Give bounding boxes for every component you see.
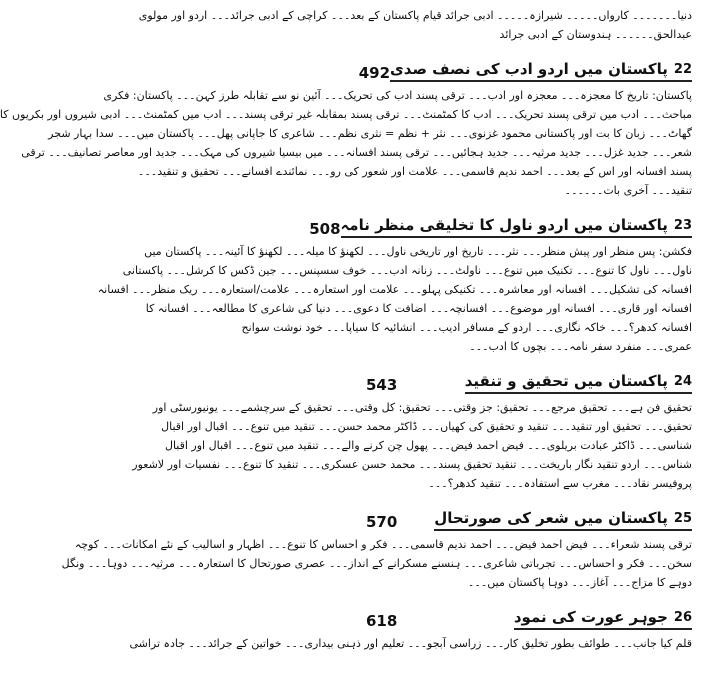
chapter-25 (61, 499, 692, 592)
text-line: دنیا۔۔۔۔۔۔۔ کارواں۔۔۔۔۔ شیرازہ۔۔۔۔۔ ادبی جرائد قیام پاکستان کے بعد۔۔۔ کراچی کے ادبی جرائد۔۔۔ اردو اور مولوی (138, 9, 692, 22)
chapter-heading (296, 50, 692, 82)
chapter-22 (0, 50, 692, 200)
text-line: شناسی۔۔۔ ڈاکٹر عبادت بریلوی۔۔۔ فیض احمد فیض۔۔۔ پھول چن کرنے والے۔۔۔ تنقید میں تنوع۔۔۔ اقبال اور اقبال (164, 439, 692, 452)
chapter-title-wrap (514, 608, 692, 630)
text-line: افسانہ کدھر؟۔۔۔ خاکہ نگاری۔۔۔ اردو کے مسافر ادیب۔۔۔ انشائیہ کا سیاپا۔۔۔ خود نوشت سوانح (241, 321, 692, 334)
text-line: دوہے کا مزاج۔۔۔ آغاز۔۔۔ دوہا پاکستان میں۔۔۔ (467, 576, 692, 589)
chapter-26 (129, 598, 692, 653)
chapter-title: جوہر عورت کی نمود (513, 608, 668, 626)
intro-block (138, 6, 692, 44)
chapter-title-wrap (465, 372, 692, 394)
text-line: گھاٹ۔۔۔ زبان کا بت اور پاکستانی محمود غزنوی۔۔۔ نثر + نظم = نثری نظم۔۔۔ شاعری کا جاپانی پھل۔۔۔ پاکستان میں۔۔۔ سدا بہار شجر (48, 127, 692, 140)
chapter-number: 25 (673, 510, 692, 526)
chapter-page-number: 492 (358, 64, 391, 82)
chapter-page-number: 570 (366, 513, 398, 531)
chapter-title: پاکستان میں اردو ناول کا تخلیقی منظر نامہ (340, 216, 668, 234)
text-line: تحقیق فن ہے۔۔۔ تحقیق مرجع۔۔۔ تحقیق: جز وقتی۔۔۔ تحقیق: کل وقتی۔۔۔ تحقیق کے سرچشمے۔۔۔ یونیورسٹی اور (152, 401, 692, 414)
text-line: پروفیسر نقاد۔۔۔ مغرب سے استفادہ۔۔۔ تنقید کدھر؟۔۔۔ (428, 477, 692, 490)
text-line: عمری۔۔۔ منفرد سفر نامہ۔۔۔ بچوں کا ادب۔۔۔ (469, 340, 692, 353)
chapter-page-number: 543 (366, 376, 398, 394)
chapter-title: پاکستان میں اردو ادب کی نصف صدی (390, 60, 668, 78)
text-line: تحقیق۔۔۔ تحقیق اور تنقید۔۔۔ تنقید و تحقیق کی کھیاں۔۔۔ ڈاکٹر محمد حسن۔۔۔ تنقید میں تنوع۔۔۔ اقبال اور اقبال (161, 420, 692, 433)
chapter-heading (296, 499, 692, 531)
chapter-23 (97, 206, 692, 356)
text-line: پاکستان: تاریخ کا معجزہ۔۔۔ معجزہ اور ادب۔۔۔ ترقی پسند ادب کی تحریک۔۔۔ آئین نو سے تقابلہ طرز کہن۔۔۔ پاکستان: فکری (103, 89, 692, 102)
text-line: پسند افسانہ اور اس کے بعد۔۔۔ احمد ندیم قاسمی۔۔۔ علامت اور شعور کی رو۔۔۔ نمائندے افسانے۔۔۔ تحقیق و تنقید۔۔۔ (137, 165, 692, 178)
chapter-page-number: 508 (309, 220, 341, 238)
chapter-page-number: 618 (366, 612, 398, 630)
chapter-heading (296, 206, 692, 238)
text-line: ترقی پسند شعراء۔۔۔ فیض احمد فیض۔۔۔ احمد ندیم قاسمی۔۔۔ فکر و احساس کا تنوع۔۔۔ اظہار و اسالیب کے نئے امکانات۔۔۔ کوچہ (74, 538, 692, 551)
text-line: ناول۔۔۔ ناول کا تنوع۔۔۔ تکنیک میں تنوع۔۔۔ ناولٹ۔۔۔ زنانہ ادب۔۔۔ خوف سسپنس۔۔۔ جین ڈکس کا کرشل۔۔۔ پاکستانی (122, 264, 692, 277)
chapter-title: پاکستان میں تحقیق و تنقید (464, 372, 668, 390)
chapter-title-wrap (341, 216, 692, 238)
text-line: تنقید۔۔۔ آخری بات۔۔۔۔۔۔ (564, 184, 692, 197)
chapter-24 (132, 362, 692, 493)
chapter-title: پاکستان میں شعر کی صورتحال (434, 509, 668, 527)
text-line: افسانہ اور قاری۔۔۔ افسانہ اور موضوع۔۔۔ افسانچہ۔۔۔ اضافت کا دعوی۔۔۔ دنیا کی شاعری کا مطالعہ۔۔۔ افسانہ کا (145, 302, 692, 315)
text-line: قلم کیا جانب۔۔۔ طوائف بطور تخلیق کار۔۔۔ زراسی آبجو۔۔۔ تعلیم اور ذہنی بیداری۔۔۔ خواتین کے جرائد۔۔۔ جادہ تراشی (129, 637, 692, 650)
chapter-number: 23 (673, 217, 692, 233)
text-line: شناس۔۔۔ اردو تنقید نگار باریخت۔۔۔ تنقید تحقیق پسند۔۔۔ محمد حسن عسکری۔۔۔ تنقید کا تنوع۔۔۔ نفسیات اور لاشعور (132, 458, 692, 471)
text-line: شعر۔۔۔ جدید غزل۔۔۔ جدید مرثیہ۔۔۔ جدید ہجائیں۔۔۔ ترقی پسند افسانہ۔۔۔ میں بیسیا شیروں کی مہک۔۔۔ جدید اور معاصر تصانیف۔۔۔ ترقی (21, 146, 692, 159)
chapter-number: 26 (673, 609, 692, 625)
text-line: افسانہ کی تشکیل۔۔۔ افسانہ اور معاشرہ۔۔۔ تکنیکی پہلو۔۔۔ علامت اور استعارہ۔۔۔ علامت/استعارہ۔۔۔ ریک منظر۔۔۔ افسانہ (97, 283, 692, 296)
text-line: سخن۔۔۔ فکر و احساس۔۔۔ تجرباتی شاعری۔۔۔ ہنسنے مسکرانے کے انداز۔۔۔ عصری صورتحال کا استعارہ۔۔۔ مرثیہ۔۔۔ دوہا۔۔۔ ونگل (61, 557, 692, 570)
text-line: مباحث۔۔۔ ادب میں ترقی پسند تحریک۔۔۔ ادب کا کمٹمنٹ۔۔۔ ترقی پسند بمقابلہ غیر ترقی پسند۔۔۔ ادب میں کمٹمنٹ۔۔۔ ادبی شیروں اور بکریوں کا (0, 108, 692, 121)
text-line: عبدالحق۔۔۔۔۔۔ ہندوستان کے ادبی جرائد (499, 28, 692, 41)
chapter-heading (296, 362, 692, 394)
chapter-number: 22 (673, 61, 692, 77)
chapter-title-wrap (434, 509, 692, 531)
text-line: فکشن: پس منظر اور پیش منظر۔۔۔ نثر۔۔۔ تاریخ اور تاریخی ناول۔۔۔ لکھنؤ کا میلہ۔۔۔ لکھنؤ کا آئینہ۔۔۔ پاکستان میں (144, 245, 692, 258)
chapter-number: 24 (673, 373, 692, 389)
chapter-heading (296, 598, 692, 630)
chapter-title-wrap (390, 60, 692, 82)
